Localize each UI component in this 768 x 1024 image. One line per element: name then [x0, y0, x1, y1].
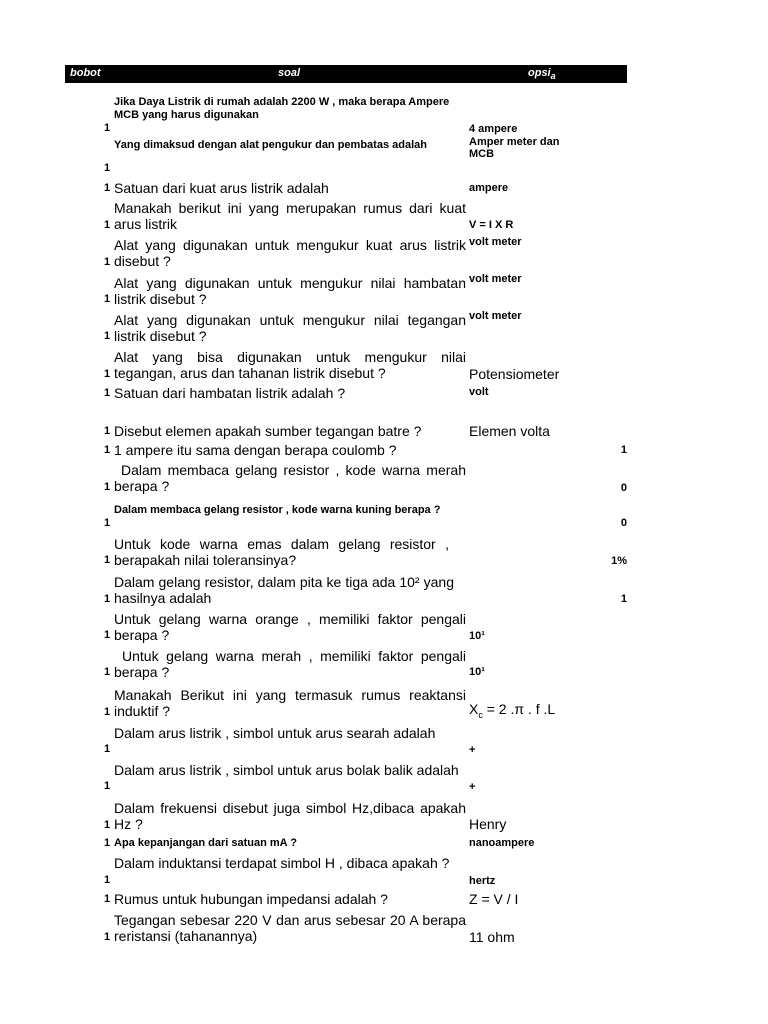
row-bobot: 1 [104, 162, 111, 174]
row-soal: Alat yang bisa digunakan untuk mengukur nilai tegangan, arus dan tahanan listrik disebut ? [114, 349, 466, 381]
row-soal: Apa kepanjangan dari satuan mA ? [114, 837, 297, 849]
row-opsi-a: V = I X R [469, 219, 514, 231]
row-bobot: 1 [104, 444, 111, 456]
row-bobot: 1 [104, 481, 111, 493]
row-bobot: 1 [104, 219, 111, 231]
row-soal: Dalam arus listrik , simbol untuk arus bolak balik adalah [114, 762, 459, 778]
row-opsi-a: + [469, 744, 476, 756]
row-opsi-a: 10¹ [469, 666, 485, 678]
row-bobot: 1 [104, 122, 111, 134]
row-bobot: 1 [104, 874, 111, 886]
row-opsi-a: 1 [620, 444, 627, 456]
row-soal: Untuk kode warna emas dalam gelang resistor , berapakah nilai toleransinya? [114, 536, 449, 568]
row-opsi-a: volt meter [469, 310, 522, 322]
row-soal: Dalam membaca gelang resistor , kode warna merah berapa ? [114, 462, 466, 494]
row-bobot: 1 [104, 893, 111, 905]
row-opsi-a: 4 ampere [469, 123, 518, 135]
row-opsi-a: Elemen volta [469, 423, 550, 439]
row-opsi-a: Z = V / I [469, 891, 519, 907]
row-soal: Alat yang digunakan untuk mengukur nilai tegangan listrik disebut ? [114, 312, 466, 344]
row-bobot: 1 [104, 666, 111, 678]
row-opsi-a: + [469, 781, 476, 793]
row-soal: Dalam membaca gelang resistor , kode warna kuning berapa ? [114, 504, 441, 516]
row-bobot: 1 [104, 743, 111, 755]
row-opsi-a: volt [469, 386, 489, 398]
row-opsi-a: 1 [620, 593, 627, 605]
row-soal: Disebut elemen apakah sumber tegangan batre ? [114, 423, 422, 439]
row-soal: Dalam arus listrik , simbol untuk arus searah adalah [114, 725, 436, 741]
table-header [65, 65, 627, 83]
row-bobot: 1 [104, 182, 111, 194]
row-bobot: 1 [104, 256, 111, 268]
row-bobot: 1 [104, 554, 111, 566]
row-bobot: 1 [104, 330, 111, 342]
row-opsi-a: Amper meter dan MCB [469, 136, 560, 160]
row-opsi-a: Potensiometer [469, 366, 560, 382]
row-soal: Dalam frekuensi disebut juga simbol Hz,dibaca apakah Hz ? [114, 800, 466, 832]
row-opsi-a: volt meter [469, 236, 522, 248]
row-opsi-a: $X_c = 2$ .π . f .L [469, 701, 556, 720]
row-soal: Tegangan sebesar 220 V dan arus sebesar 20 A berapa reristansi (tahanannya) [114, 912, 466, 944]
row-bobot: 1 [104, 931, 111, 943]
row-opsi-a: nanoampere [469, 837, 535, 849]
row-opsi-a: volt meter [469, 273, 522, 285]
row-soal: Manakah Berikut ini yang termasuk rumus reaktansi induktif ? [114, 687, 466, 719]
row-soal: Untuk gelang warna merah , memiliki faktor pengali berapa ? [114, 648, 466, 680]
row-opsi-a: Henry [469, 816, 507, 832]
row-opsi-a: 1% [611, 555, 627, 567]
row-bobot: 1 [104, 629, 111, 641]
row-opsi-a: 11 ohm [469, 929, 515, 945]
row-bobot: 1 [104, 819, 111, 831]
row-opsi-a: ampere [469, 182, 509, 194]
row-soal: Satuan dari kuat arus listrik adalah [114, 180, 329, 196]
row-bobot: 1 [104, 706, 111, 718]
row-soal: Yang dimaksud dengan alat pengukur dan pembatas adalah [114, 139, 427, 151]
row-bobot: 1 [104, 387, 111, 399]
row-soal: Alat yang digunakan untuk mengukur nilai hambatan listrik disebut ? [114, 275, 466, 307]
row-soal: 1 ampere itu sama dengan berapa coulomb ? [114, 442, 397, 458]
row-soal: Dalam induktansi terdapat simbol H , dibaca apakah ? [114, 855, 450, 871]
row-bobot: 1 [104, 368, 111, 380]
row-soal: Dalam gelang resistor, dalam pita ke tiga ada 10² yang hasilnya adalah [114, 574, 454, 606]
row-bobot: 1 [104, 517, 111, 529]
row-soal: Rumus untuk hubungan impedansi adalah ? [114, 891, 388, 907]
row-opsi-a: 0 [620, 482, 627, 494]
header-bobot: bobot [70, 67, 101, 79]
row-bobot: 1 [104, 837, 111, 849]
row-opsi-a: 0 [620, 517, 627, 529]
row-soal: Alat yang digunakan untuk mengukur kuat arus listrik disebut ? [114, 237, 466, 269]
row-bobot: 1 [104, 780, 111, 792]
row-soal: Jika Daya Listrik di rumah adalah 2200 W , maka berapa Ampere MCB yang harus digunakan [114, 96, 450, 121]
row-bobot: 1 [104, 425, 111, 437]
header-opsi-a: opsi$_a$ [528, 67, 556, 82]
row-opsi-a: hertz [469, 875, 496, 887]
row-soal: Satuan dari hambatan listrik adalah ? [114, 385, 346, 401]
row-bobot: 1 [104, 593, 111, 605]
row-bobot: 1 [104, 293, 111, 305]
row-soal: Untuk gelang warna orange , memiliki faktor pengali berapa ? [114, 611, 466, 643]
row-soal: Manakah berikut ini yang merupakan rumus dari kuat arus listrik [114, 200, 466, 232]
header-soal: soal [278, 67, 301, 79]
row-opsi-a: 10¹ [469, 630, 485, 642]
